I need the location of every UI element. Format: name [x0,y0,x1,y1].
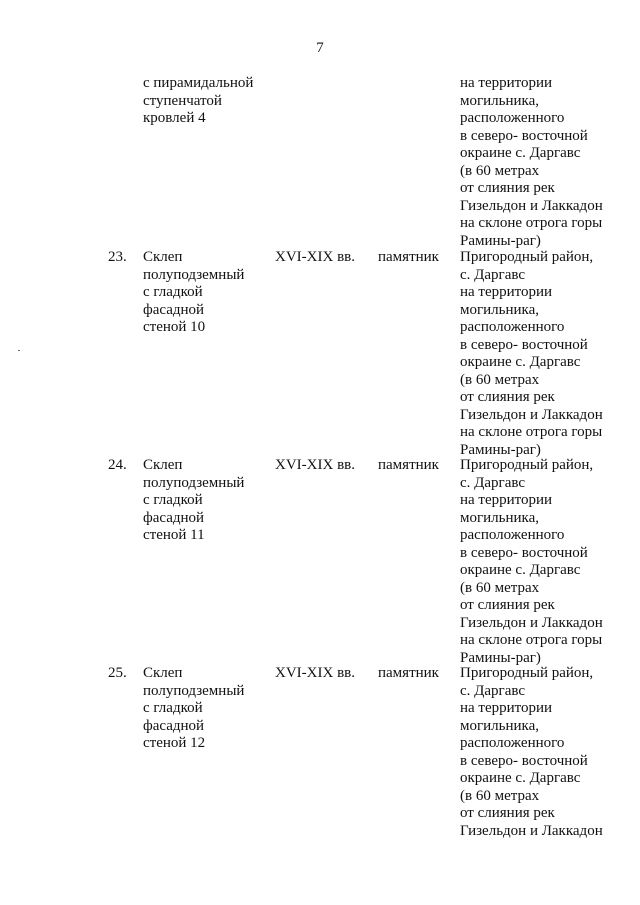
object-name-line: полуподземный [143,682,245,699]
object-category: памятник [378,665,439,681]
continued-location-line: окраине с. Даргавс [460,145,581,161]
object-location-line: с. Даргавс [460,266,526,283]
continued-location-line: на склоне отрога горы [460,215,603,231]
object-name-line: фасадной [143,301,205,318]
continued-name-line: с пирамидальной [143,75,254,91]
object-location-line: на территории [460,284,553,300]
object-name-line: стеной 11 [143,527,205,543]
object-location-line: (в 60 метрах [460,787,540,804]
continued-location-line: (в 60 метрах [460,162,540,179]
margin-mark [18,350,20,351]
object-location-line: могильника, [460,301,540,318]
object-location-line: Гизельдон и Лаккадон [460,614,603,631]
object-location-line: на склоне отрога горы [460,424,603,440]
object-name-line: Склеп [143,665,183,681]
object-location-line: Пригородный район, [460,665,594,681]
continued-name-line: кровлей 4 [143,110,206,126]
object-location-line: расположенного [460,735,565,751]
continued-location-line: от слияния рек [460,180,555,196]
object-location-line: (в 60 метрах [460,371,540,388]
object-location-line: расположенного [460,319,565,335]
object-location-line: могильника, [460,509,540,526]
object-name-line: фасадной [143,509,205,526]
object-location-line: в северо- восточной [460,544,588,561]
continued-location-line: могильника, [460,92,540,109]
object-category: памятник [378,249,439,265]
row-number: 25. [108,665,127,681]
continued-location-line: на территории [460,75,553,91]
continued-location-line: Рамины-раг) [460,232,541,249]
object-location-line: окраине с. Даргавс [460,770,581,786]
object-location-line: с. Даргавс [460,474,526,491]
object-name-line: Склеп [143,249,183,265]
object-location-line: Рамины-раг) [460,649,541,666]
continued-location-line: в северо- восточной [460,127,588,144]
object-location-line: Пригородный район, [460,457,594,473]
object-name-line: с гладкой [143,700,203,716]
row-number: 23. [108,249,127,265]
object-location-line: в северо- восточной [460,752,588,769]
object-location-line: могильника, [460,717,540,734]
page-number: 7 [316,40,324,56]
object-location-line: от слияния рек [460,597,555,613]
continued-location-line: Гизельдон и Лаккадон [460,197,603,214]
object-location-line: Гизельдон и Лаккадон [460,406,603,423]
object-location-line: с. Даргавс [460,682,526,699]
object-location-line: окраине с. Даргавс [460,562,581,578]
object-name-line: полуподземный [143,474,245,491]
object-name-line: с гладкой [143,284,203,300]
object-location-line: Пригородный район, [460,249,594,265]
object-date: XVI-XIX вв. [275,249,355,265]
object-name-line: стеной 12 [143,735,206,751]
object-date: XVI-XIX вв. [275,665,355,681]
object-category: памятник [378,457,439,473]
object-location-line: на территории [460,700,553,716]
object-location-line: от слияния рек [460,805,555,821]
object-location-line: (в 60 метрах [460,579,540,596]
continued-name-line: ступенчатой [143,92,222,109]
object-name-line: фасадной [143,717,205,734]
row-number: 24. [108,457,127,473]
continued-location-line: расположенного [460,110,565,126]
object-location-line: на территории [460,492,553,508]
object-location-line: от слияния рек [460,389,555,405]
object-location-line: в северо- восточной [460,336,588,353]
object-location-line: на склоне отрога горы [460,632,603,648]
object-name-line: стеной 10 [143,319,206,335]
object-location-line: расположенного [460,527,565,543]
object-name-line: с гладкой [143,492,203,508]
object-date: XVI-XIX вв. [275,457,355,473]
object-location-line: Рамины-раг) [460,441,541,458]
object-location-line: Гизельдон и Лаккадон [460,822,603,839]
object-location-line: окраине с. Даргавс [460,354,581,370]
object-name-line: Склеп [143,457,183,473]
object-name-line: полуподземный [143,266,245,283]
